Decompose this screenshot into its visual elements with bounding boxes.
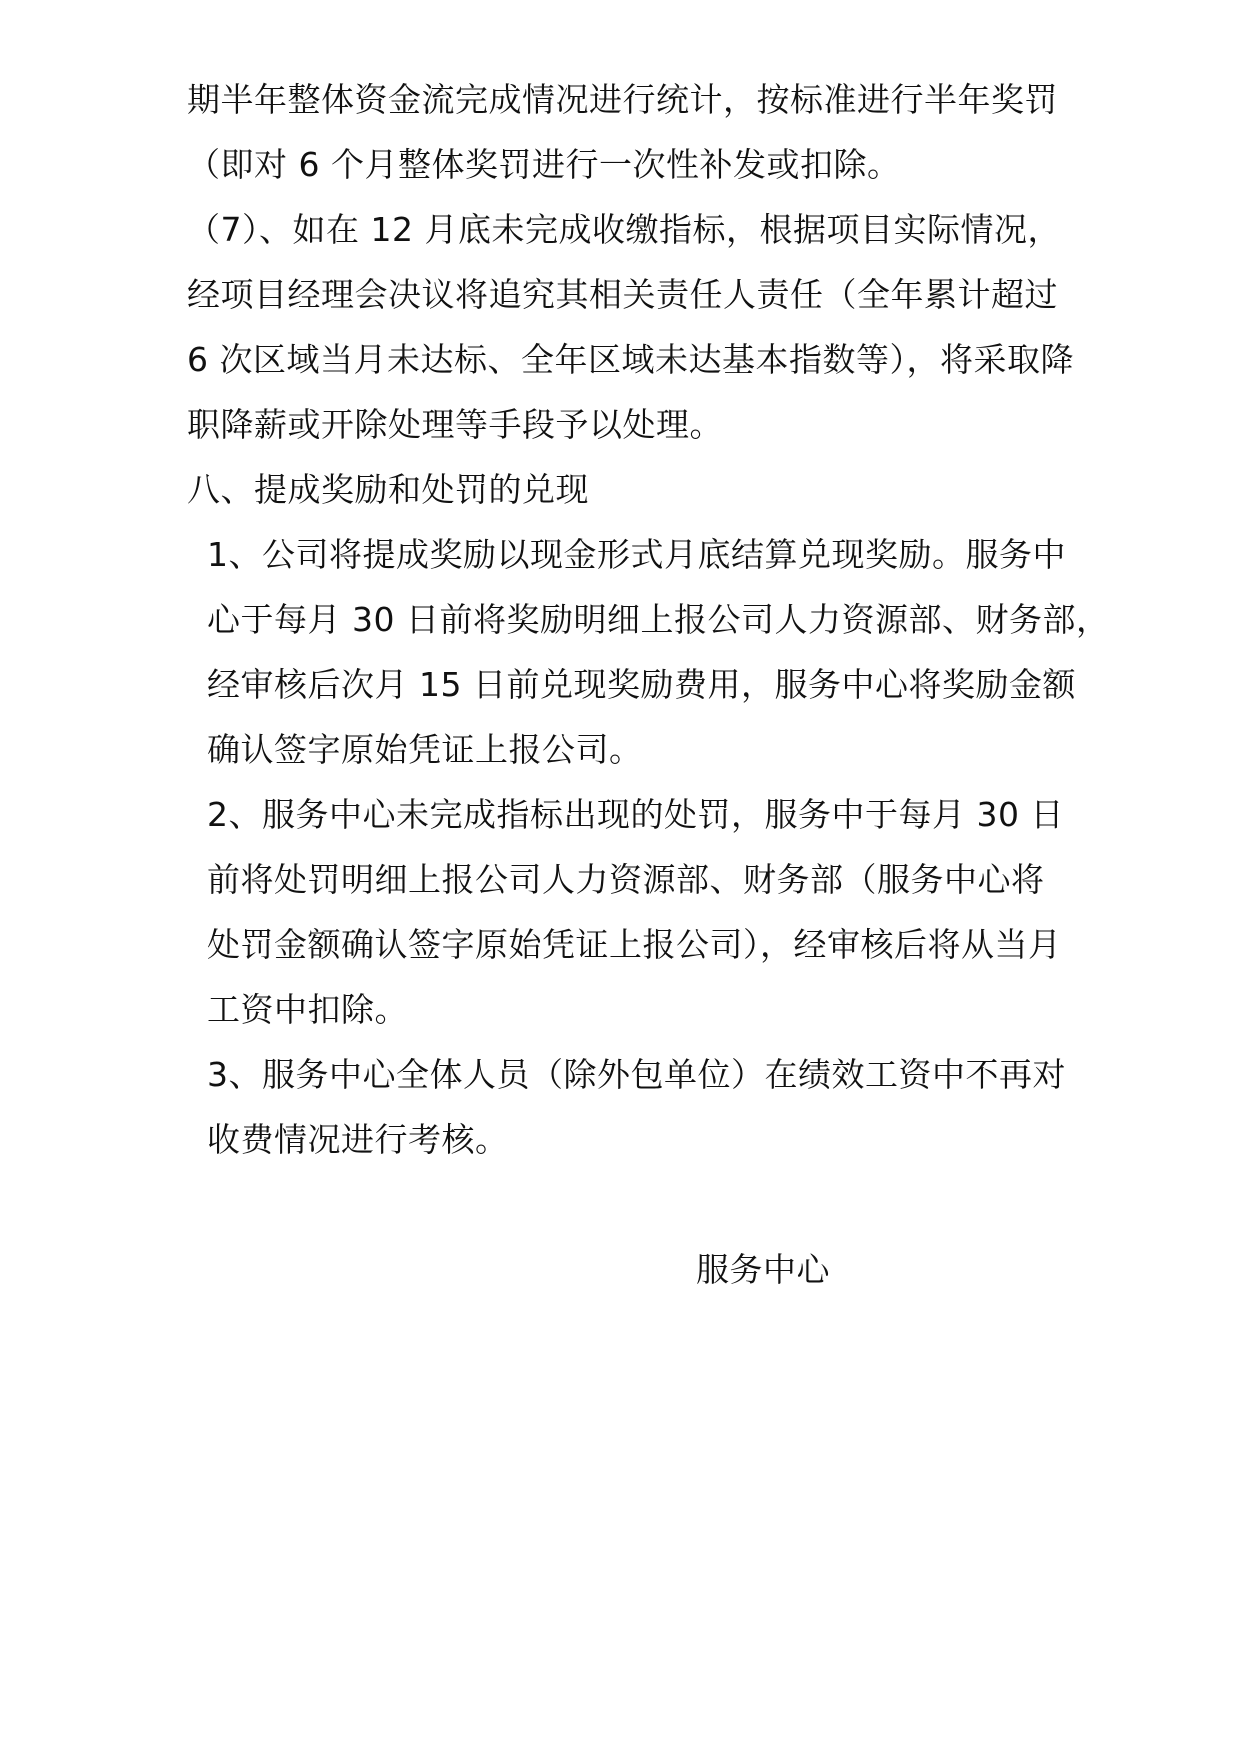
section-heading: 八、提成奖励和处罚的兑现 (187, 470, 589, 509)
paragraph-line: 经项目经理会决议将追究其相关责任人责任（全年累计超过 (187, 275, 1058, 314)
signature: 服务中心 (696, 1250, 830, 1289)
list-item-line: 确认签字原始凭证上报公司。 (207, 730, 643, 769)
list-item-line: 前将处罚明细上报公司人力资源部、财务部（服务中心将 (207, 860, 1045, 899)
list-item-line: 处罚金额确认签字原始凭证上报公司），经审核后将从当月 (207, 925, 1062, 964)
list-item-line: 经审核后次月 15 日前兑现奖励费用，服务中心将奖励金额 (207, 665, 1076, 704)
paragraph-line: 职降薪或开除处理等手段予以处理。 (187, 405, 723, 444)
paragraph-line: 6 次区域当月未达标、全年区域未达基本指数等），将采取降 (187, 340, 1074, 379)
list-item-line: 2、服务中心未完成指标出现的处罚，服务中于每月 30 日 (207, 795, 1064, 834)
list-item-line: 3、服务中心全体人员（除外包单位）在绩效工资中不再对 (207, 1055, 1066, 1094)
list-item-line: 心于每月 30 日前将奖励明细上报公司人力资源部、财务部， (207, 600, 1110, 639)
list-item-line: 收费情况进行考核。 (207, 1120, 509, 1159)
paragraph-line: （7）、如在 12 月底未完成收缴指标，根据项目实际情况， (187, 210, 1061, 249)
paragraph-line: （即对 6 个月整体奖罚进行一次性补发或扣除。 (187, 145, 901, 184)
list-item-line: 1、公司将提成奖励以现金形式月底结算兑现奖励。服务中 (207, 535, 1066, 574)
paragraph-line: 期半年整体资金流完成情况进行统计，按标准进行半年奖罚 (187, 80, 1058, 119)
list-item-line: 工资中扣除。 (207, 990, 408, 1029)
